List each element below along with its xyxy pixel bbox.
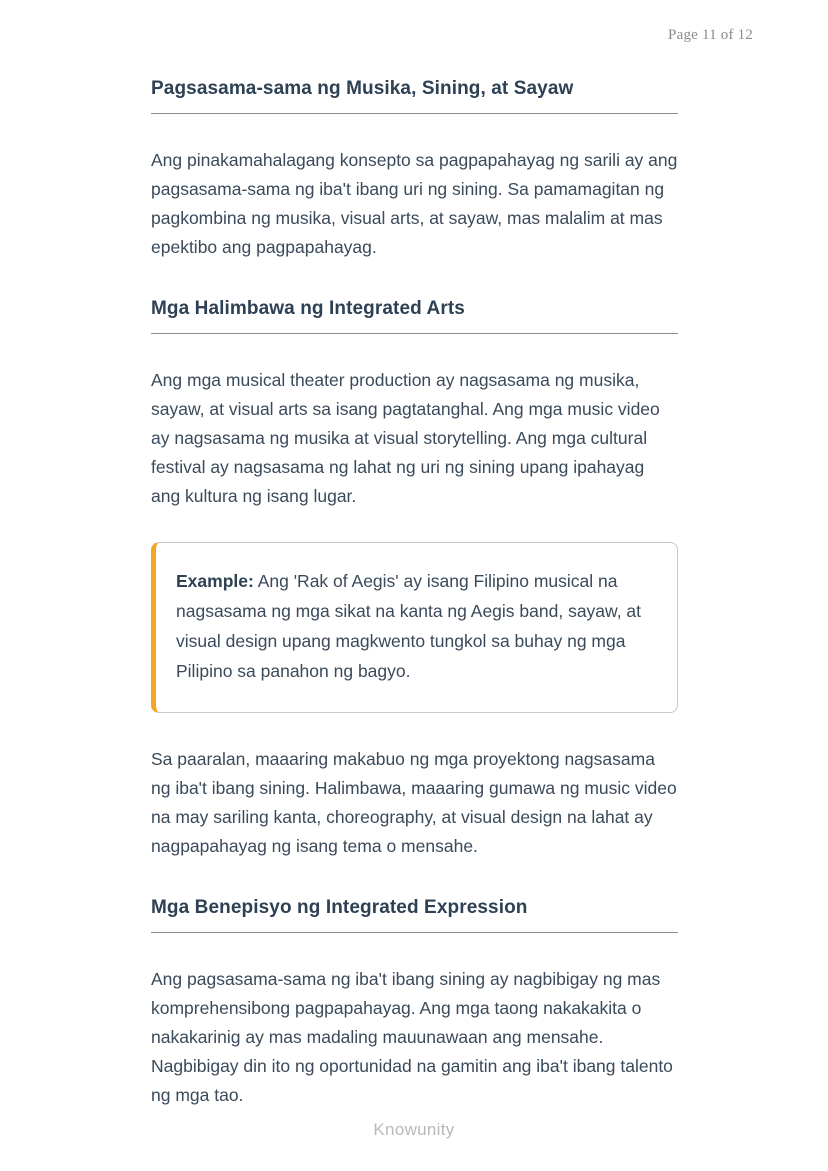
paragraph-intro: Ang pinakamahalagang konsepto sa pagpapahayag ng sarili ay ang pagsasama-sama ng iba't ibang uri ng sining. Sa pamamagitan ng pagkombina ng musika, visual arts, at sayaw, mas malalim at mas epektibo ang pagpapahayag.: [151, 150, 678, 257]
document-content: [151, 78, 678, 1110]
section-title-benepisyo: Mga Benepisyo ng Integrated Expression: [151, 897, 678, 933]
example-body: Ang 'Rak of Aegis' ay isang Filipino musical na nagsasama ng mga sikat na kanta ng Aegis band, sayaw, at visual design upang magkwento tungkol sa buhay ng mga Pilipino sa panahon ng bagyo.: [176, 571, 642, 681]
page-indicator: Page 11 of 12: [668, 27, 753, 43]
example-callout-box: [151, 542, 678, 713]
example-label: Example:: [176, 571, 254, 591]
footer-brand: Knowunity: [373, 1120, 455, 1139]
paragraph-school-projects: Sa paaralan, maaaring makabuo ng mga proyektong nagsasama ng iba't ibang sining. Halimbawa, maaaring gumawa ng music video na may sariling kanta, choreography, at visual design na lahat ay nagpapahayag ng isang tema o mensahe.: [151, 749, 677, 856]
section-title-halimbawa: Mga Halimbawa ng Integrated Arts: [151, 298, 678, 334]
example-callout-text: [176, 566, 655, 686]
paragraph-benefits: Ang pagsasama-sama ng iba't ibang sining ay nagbibigay ng mas komprehensibong pagpapahayag. Ang mga taong nakakakita o nakakarinig ay mas madaling mauunawaan ang mensahe. Nagbibigay din ito ng oportunidad na gamitin ang iba't ibang talento ng mga tao.: [151, 969, 673, 1105]
paragraph-examples: Ang mga musical theater production ay nagsasama ng musika, sayaw, at visual arts sa isang pagtatanghal. Ang mga music video ay nagsasama ng musika at visual storytelling. Ang mga cultural festival ay nagsasama ng lahat ng uri ng sining upang ipahayag ang kultura ng isang lugar.: [151, 370, 660, 506]
section-title-pagsasama: Pagsasama-sama ng Musika, Sining, at Sayaw: [151, 78, 678, 114]
